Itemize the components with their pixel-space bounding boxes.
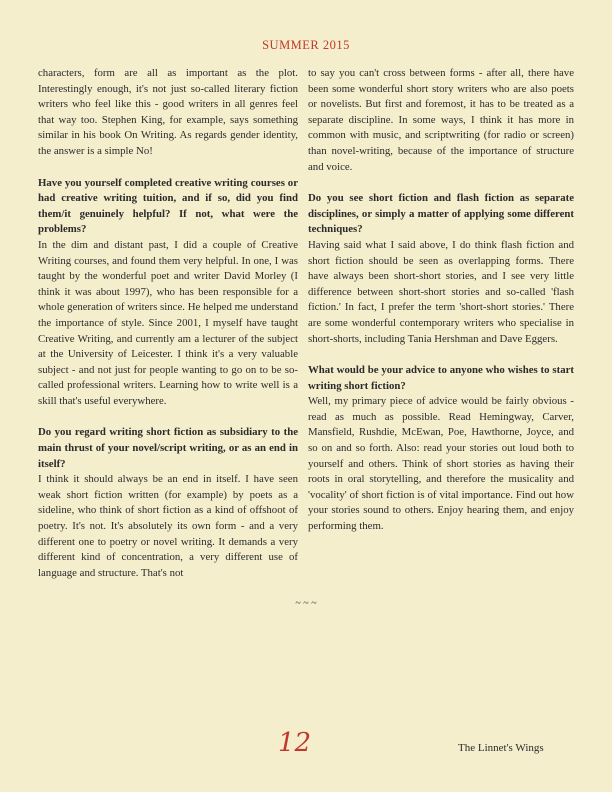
answer-paragraph: I think it should always be an end in itself. I have seen weak short fiction written (for example) by poets as a sideline, who think of short fiction as a kind of offshoot of poetry. It's not. It's absolutely its own form - and a very different one to poetry or novel writing. It demands a very different kind of concentration, a very different use of language and structure. That's not [38, 473, 298, 579]
paragraph: to say you can't cross between forms - after all, there have been some wonderful short story writers who are also poets or novelists. But first and foremost, it has to be treated as a separate discipline. In some ways, I think it has more in common with music, and scriptwriting (for radio or screen) than novel-writing, because of the importance of structure and voice. [308, 67, 574, 173]
question-heading: Do you regard writing short fiction as subsidiary to the main thrust of your novel/script writing, or as an end in itself? [38, 426, 298, 470]
paragraph: characters, form are all as important as the plot. Interestingly enough, it's not just so-called literary fiction writers who feel like this - good writers in all genres feel that way too. Stephen King, for example, says something similar in his book On Writing. As regards gender identity, the answer is a simple No! [38, 67, 298, 157]
issue-header: SUMMER 2015 [262, 38, 350, 52]
page-number: 12 [278, 728, 312, 758]
answer-paragraph: Well, my primary piece of advice would be fairly obvious - read as much as possible. Read Hemingway, Carver, Mansfield, Rushdie, McEwan, Poe, Hawthorne, Joyce, and so on and so forth. Also: read your stories out loud both to yourself and others. Think of short stories as having their roots in oral storytelling, and therefore the musicality and 'vocality' of short fiction is of vital importance. Find out how your stories sound to others. Enjoy hearing them, and enjoy performing them. [308, 395, 574, 533]
right-column [308, 66, 574, 535]
section-separator: ~ ~ ~ [295, 598, 317, 609]
answer-paragraph: In the dim and distant past, I did a couple of Creative Writing courses, and found them very helpful. In one, I was taught by the wonderful poet and writer David Morley (I think it was about 1997), who has been responsible for a whole generation of writers since. He helped me understand the importance of style. Since 2001, I myself have taught Creative Writing, and currently am a lecturer of the subject at the University of Leicester. I think it's a very valuable subject - and not just for people wanting to go on to be so-called professional writers. Learning how to write well is a skill that's useful everywhere. [38, 238, 298, 407]
publication-name: The Linnet's Wings [458, 742, 544, 754]
question-heading: Have you yourself completed creative writing courses or had creative writing tuition, and if so, did you find them/it genuinely helpful? If not, what were the problems? [38, 176, 298, 236]
left-column [38, 66, 298, 581]
question-heading: Do you see short fiction and flash fiction as separate disciplines, or simply a matter of applying some different techniques? [308, 192, 574, 236]
question-heading: What would be your advice to anyone who wishes to start writing short fiction? [308, 364, 574, 392]
answer-paragraph: Having said what I said above, I do think flash fiction and short fiction should be seen as overlapping forms. There have always been short-short stories, and I see very little difference between short-short stories and so-called 'flash fiction.' In fact, I prefer the term 'short-short stories.' There are some wonderful contemporary writers who specialise in short-shorts, including Tania Hershman and Dave Eggers. [308, 238, 574, 345]
